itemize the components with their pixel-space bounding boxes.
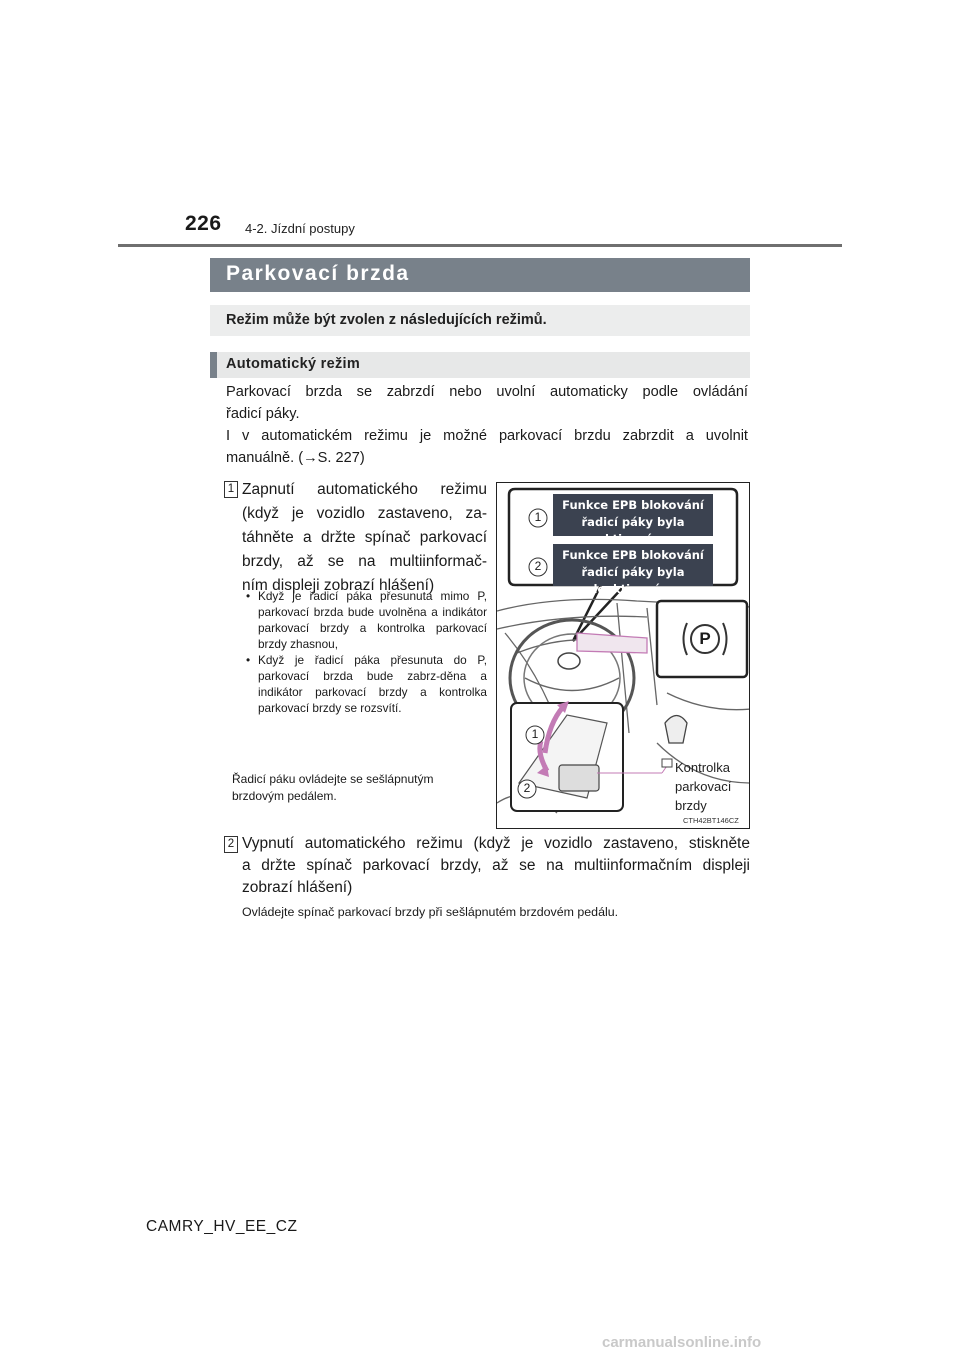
- steering-logo: [558, 653, 580, 669]
- item1-note: [232, 771, 488, 805]
- message-line: řadicí páky byla aktivována: [581, 515, 685, 546]
- item2-heading: [242, 833, 750, 899]
- message-line: řadicí páky byla deaktivována: [581, 565, 685, 596]
- item1-heading: [242, 478, 487, 598]
- footer-code: CAMRY_HV_EE_CZ: [146, 1218, 298, 1235]
- callout-line-text: brzdy: [675, 798, 707, 813]
- item-number-badge: 2: [224, 836, 238, 853]
- steering-spoke: [525, 678, 619, 691]
- kontrolka-label: [675, 758, 731, 815]
- item1-line: brzdy, až se na multiinformač-: [242, 553, 487, 570]
- bullet-item: • Když je řadicí páka přesunuta do P, parkovací brzda bude zabrz-děna a indikátor parkovací brzdy a kontrolka parkovací brzdy se rozsvítí.: [244, 652, 487, 716]
- paragraph-line: řadicí páky.: [226, 406, 300, 422]
- item2-line: Vypnutí automatického režimu (když je vozidlo zastaveno, stiskněte: [242, 835, 750, 852]
- callout-line-text: parkovací: [675, 779, 732, 794]
- message-line: Funkce EPB blokování: [562, 498, 704, 512]
- paragraph-line: I v automatickém režimu je možné parkovací brzdu zabrzdit a uvolnit: [226, 428, 748, 444]
- message-deactivated: [553, 547, 713, 598]
- kontrolka-marker: [662, 759, 672, 767]
- section-label: 4-2. Jízdní postupy: [245, 221, 355, 236]
- figure-code: CTH42BT146CZ: [683, 816, 739, 825]
- meter-highlight: [577, 633, 647, 653]
- intro-box: [210, 305, 750, 336]
- intro-text: Režim může být zvolen z následujících režimů.: [226, 312, 547, 328]
- indicator-symbol: P: [699, 629, 711, 648]
- watermark: carmanualsonline.info: [602, 1334, 762, 1351]
- title-bar: [210, 258, 750, 292]
- header-rule: [118, 244, 842, 247]
- item1-line: ním displeji zobrazí hlášení): [242, 577, 435, 594]
- intro-paragraph: [226, 381, 748, 469]
- item2-line: a držte spínač parkovací brzdy, až se na multiinformačním displeji: [242, 857, 750, 874]
- parking-brake-illustration: [496, 482, 750, 829]
- page-title: Parkovací brzda: [226, 262, 410, 285]
- item1-line: Zapnutí automatického režimu: [242, 481, 487, 498]
- item2-line: zobrazí hlášení): [242, 879, 353, 896]
- message-number: 2: [534, 559, 542, 573]
- subsection-title: Automatický režim: [226, 356, 361, 372]
- item1-bullets: [244, 588, 487, 716]
- bullet-item: • Když je řadicí páka přesunuta mimo P, parkovací brzda bude uvolněna a indikátor parkovací brzdy a kontrolka parkovací brzdy zhasnou,: [244, 588, 487, 652]
- item-number-badge: 1: [224, 481, 238, 498]
- item1-line: táhněte a držte spínač parkovací: [242, 529, 487, 546]
- page-number: 226: [185, 212, 222, 235]
- note-line: Řadicí páku ovládejte se sešlápnutým: [232, 772, 434, 786]
- message-activated: [553, 497, 713, 548]
- switch-number: 2: [523, 781, 531, 795]
- parking-brake-switch: [559, 765, 599, 791]
- paragraph-line: manuálně. (→S. 227): [226, 450, 365, 466]
- message-number: 1: [534, 510, 542, 524]
- subsection-bar: [210, 352, 750, 378]
- callout-line-text: Kontrolka: [675, 760, 730, 775]
- item2-note: Ovládejte spínač parkovací brzdy při sešlápnutém brzdovém pedálu.: [242, 905, 619, 919]
- switch-number: 1: [531, 727, 539, 741]
- shift-lever: [665, 716, 687, 744]
- item1-line: (když je vozidlo zastaveno, za-: [242, 505, 487, 522]
- note-line: brzdovým pedálem.: [232, 789, 337, 803]
- paragraph-line: Parkovací brzda se zabrzdí nebo uvolní automaticky podle ovládání: [226, 384, 748, 400]
- message-line: Funkce EPB blokování: [562, 548, 704, 562]
